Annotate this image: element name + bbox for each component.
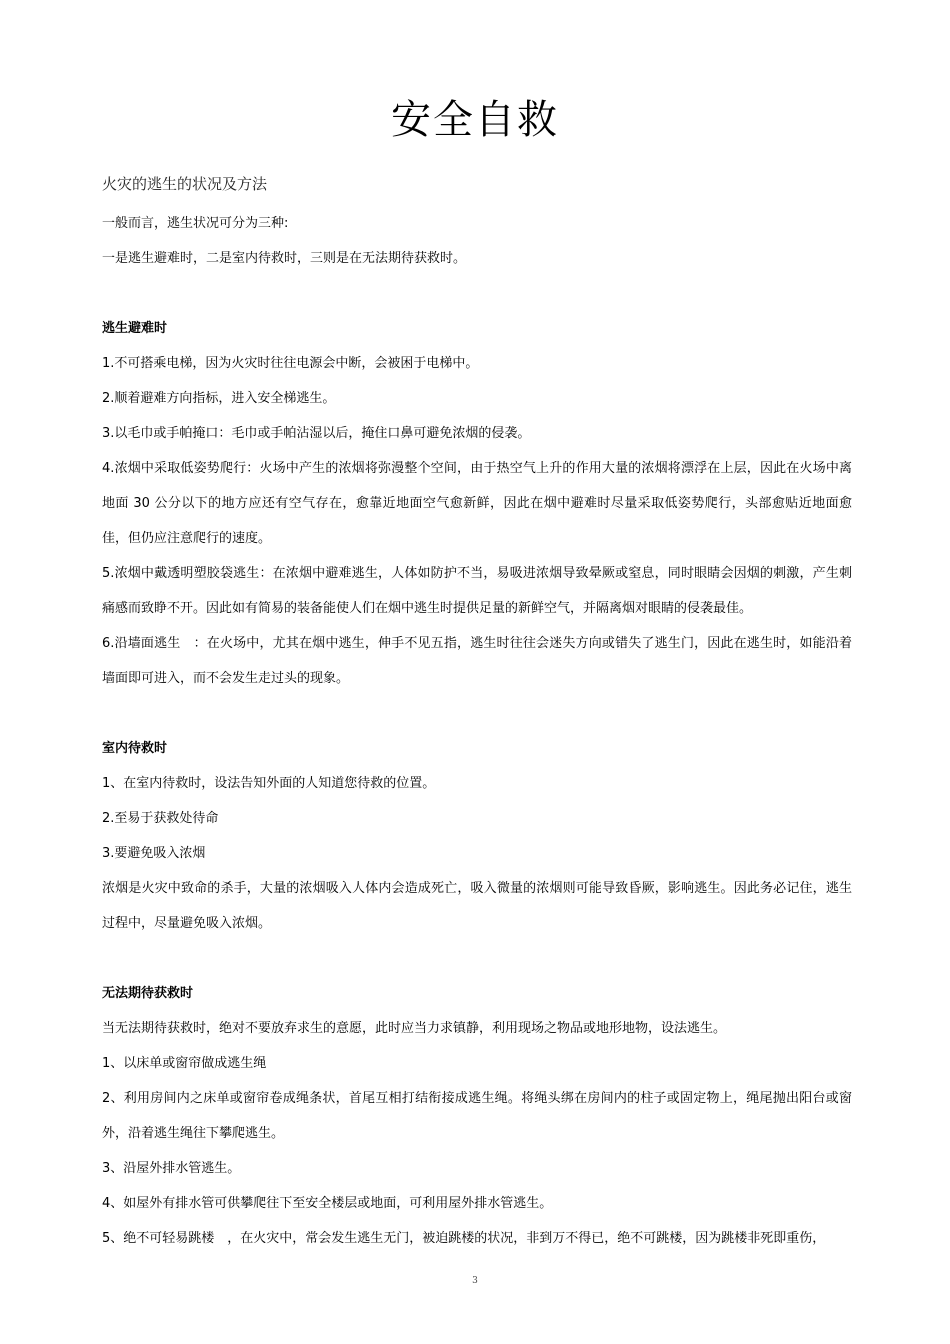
list-item: 6.沿墙面逃生 ：在火场中，尤其在烟中逃生，伸手不见五指，逃生时往往会迷失方向或错失了逃生门，因此在逃生时，如能沿着墙面即可进入，而不会发生走过头的现象。 (102, 636, 852, 686)
list-item: 1、在室内待救时，设法告知外面的人知道您待救的位置。 (102, 776, 436, 791)
intro-line: 一般而言，逃生状况可分为三种: (102, 216, 289, 231)
intro-line: 一是逃生避难时，二是室内待救时，三则是在无法期待获救时。 (102, 251, 467, 266)
section-heading-indoor: 室内待救时 (102, 741, 168, 756)
list-item: 4、如屋外有排水管可供攀爬往下至安全楼层或地面，可利用屋外排水管逃生。 (102, 1196, 553, 1211)
list-item: 5.浓烟中戴透明塑胶袋逃生：在浓烟中避难逃生，人体如防护不当，易吸进浓烟导致晕厥或窒息，同时眼睛会因烟的刺激，产生刺痛感而致睁不开。因此如有简易的装备能使人们在烟中逃生时提供足量的新鲜空气，并隔离烟对眼睛的侵袭最佳。 (102, 566, 852, 616)
list-item: 3、沿屋外排水管逃生。 (102, 1161, 241, 1176)
list-item: 1.不可搭乘电梯，因为火灾时往往电源会中断，会被困于电梯中。 (102, 356, 479, 371)
list-item: 4.浓烟中采取低姿势爬行：火场中产生的浓烟将弥漫整个空间，由于热空气上升的作用大量的浓烟将漂浮在上层，因此在火场中离地面 30 公分以下的地方应还有空气存在，愈靠近地面空气愈新鲜，因此在烟中避难时尽量采取低姿势爬行，头部愈贴近地面愈佳，但仍应注意爬行的速度。 (102, 461, 852, 546)
list-item: 2、利用房间内之床单或窗帘卷成绳条状，首尾互相打结衔接成逃生绳。将绳头绑在房间内的柱子或固定物上，绳尾抛出阳台或窗外，沿着逃生绳往下攀爬逃生。 (102, 1091, 852, 1141)
list-item: 3.以毛巾或手帕掩口：毛巾或手帕沾湿以后，掩住口鼻可避免浓烟的侵袭。 (102, 426, 531, 441)
document-title: 安全自救 (391, 97, 559, 143)
page-number: 3 (472, 1276, 478, 1286)
spacer (102, 276, 852, 311)
list-item: 2.至易于获救处待命 (102, 811, 219, 826)
list-item: 当无法期待获救时，绝对不要放弃求生的意愿，此时应当力求镇静，利用现场之物品或地形地物，设法逃生。 (102, 1021, 727, 1036)
list-item: 浓烟是火灾中致命的杀手，大量的浓烟吸入人体内会造成死亡，吸入微量的浓烟则可能导致昏厥，影响逃生。因此务必记住，逃生过程中，尽量避免吸入浓烟。 (102, 881, 852, 931)
document-subtitle: 火灾的逃生的状况及方法 (102, 175, 268, 193)
section-heading-no-rescue: 无法期待获救时 (102, 986, 194, 1001)
document-body (102, 206, 852, 1256)
list-item: 5、绝不可轻易跳楼 ，在火灾中，常会发生逃生无门，被迫跳楼的状况，非到万不得已，绝不可跳楼，因为跳楼非死即重伤， (102, 1231, 826, 1246)
spacer (102, 941, 852, 976)
list-item: 1、以床单或窗帘做成逃生绳 (102, 1056, 267, 1071)
spacer (102, 696, 852, 731)
section-heading-escape: 逃生避难时 (102, 321, 168, 336)
list-item: 3.要避免吸入浓烟 (102, 846, 206, 861)
list-item: 2.顺着避难方向指标，进入安全梯逃生。 (102, 391, 336, 406)
